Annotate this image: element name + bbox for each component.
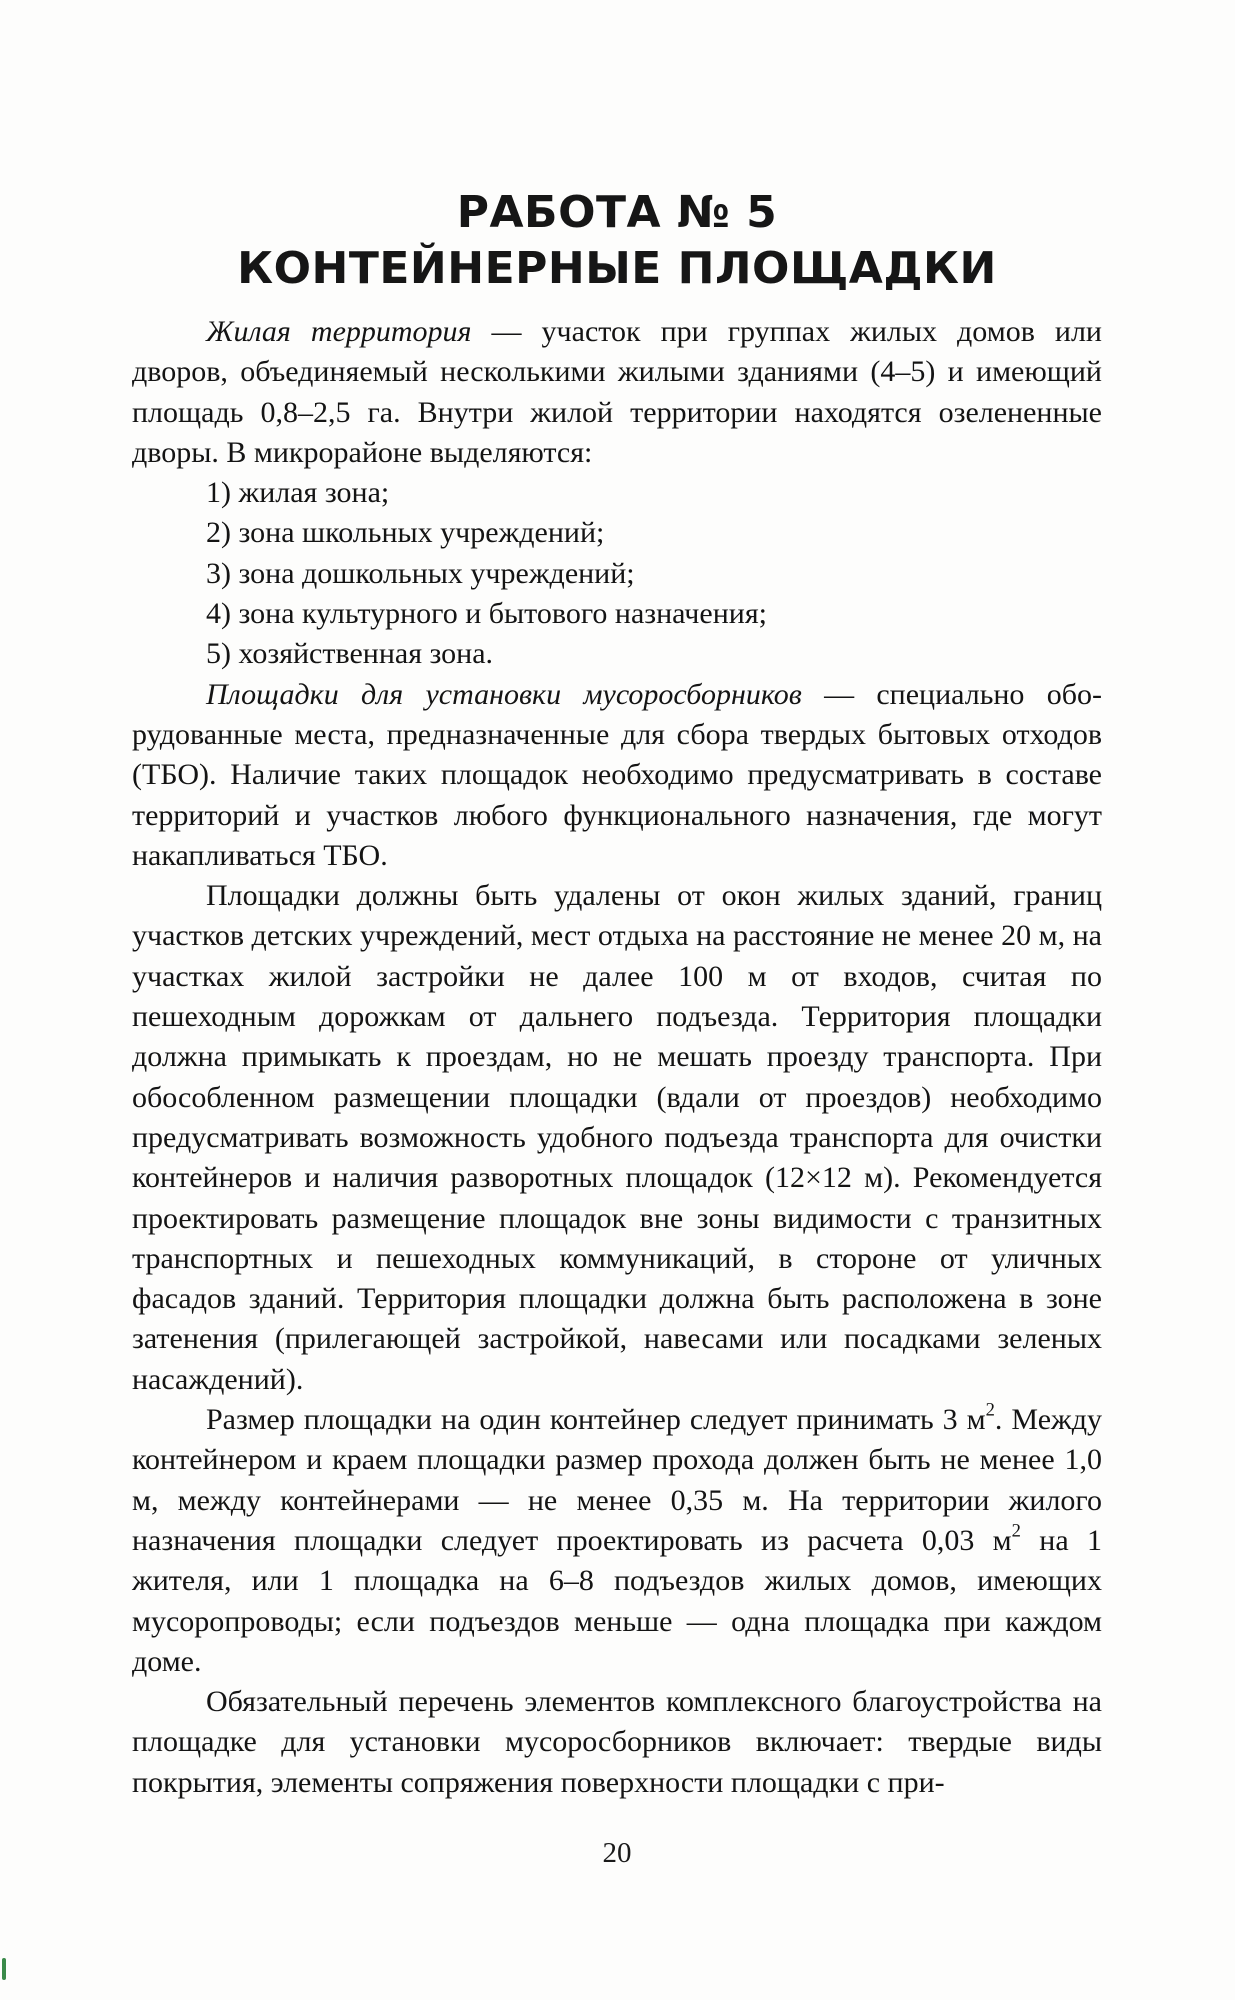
zone-item: 3) зона дошкольных учреждений;	[206, 556, 635, 590]
paragraph-site-placement: Площадки должны быть удалены от окон жилых зданий, границ участков детских учреждений, мест отдыха на расстояние не менее 20 м, на участках жилой застройки не далее 100 м от входов, считая по пешеходным дорожкам от дальнего подъезда. Территория площадки должна примыкать к проездам, но не мешать проезду транспорта. При обособленном размещении площадки (вдали от проездов) необходимо предусматривать возможность удобного подъезда транспорта для очистки контейнеров и наличия разворотных площадок (12×12 м). Рекомендуется проектировать размещение площадок вне зоны видимости с транзитных транспортных и пешеходных коммуникаций, в стороне от уличных фасадов зданий. Территория площадки должна быть расположена в зоне затенения (прилегающей застройкой, навесами или посадками зеленых насаждений).	[132, 879, 1102, 1396]
body-text	[132, 312, 1102, 1803]
superscript: 2	[985, 1399, 995, 1421]
term-waste-sites: Площадки для установки мусоросборников	[206, 677, 802, 711]
paragraph-mandatory-elements: Обязательный перечень элементов комплексного благоустройства на площадке для установки мусоросборников включает: твердые виды покрытия, элементы сопряжения поверхности площадки с при-	[132, 1685, 1102, 1799]
paragraph-residential-territory	[132, 312, 1102, 473]
paragraph-text: на 1 жителя, или 1 площадка на 6–8 подъездов жилых домов, имеющих мусоропроводы; если подъездов меньше — одна площадка при каждом доме.	[132, 1523, 1102, 1678]
term-residential-territory: Жилая территория	[206, 315, 472, 348]
paragraph-waste-sites	[132, 675, 1102, 876]
paragraph-site-size	[132, 1400, 1102, 1682]
paragraph-text: — специально оборудованные места, предназначенные для сбора твердых бытовых отходов (ТБО). Наличие таких площадок необходимо предусматривать в составе территорий и участков любого функционального назначения, где могут накапливаться ТБО.	[132, 677, 1102, 872]
paragraph-text: — участок при группах жилых домов или дворов, объединяемый несколькими жилыми зданиями (4–5) и имеющий площадь 0,8–2,5 га. Внутри жилой территории находятся озелененные дворы. В микрорайоне выделяются:	[132, 315, 1102, 469]
heading-work-number: РАБОТА № 5	[456, 187, 778, 238]
paragraph-text: Размер площадки на один контейнер следует принимать 3 м	[206, 1403, 986, 1437]
zone-item: 1) жилая зона;	[206, 476, 390, 510]
superscript: 2	[1011, 1520, 1021, 1542]
paragraph-text: . Между контейнером и краем площадки размер прохода должен быть не менее 1,0 м, между контейнерами — не менее 0,35 м. На территории жилого назначения площадки следует проектировать из расчета 0,03 м	[132, 1403, 1102, 1557]
zones-list	[132, 473, 1102, 674]
zone-item: 2) зона школьных учреждений;	[206, 516, 605, 550]
heading-title: КОНТЕЙНЕРНЫЕ ПЛОЩАДКИ	[237, 243, 997, 294]
page-number: 20	[602, 1837, 632, 1869]
zone-item: 5) хозяйственная зона.	[206, 637, 494, 671]
page-heading	[132, 185, 1102, 297]
zone-item: 4) зона культурного и бытового назначения;	[206, 597, 767, 631]
scan-edge-mark	[2, 1958, 6, 1980]
